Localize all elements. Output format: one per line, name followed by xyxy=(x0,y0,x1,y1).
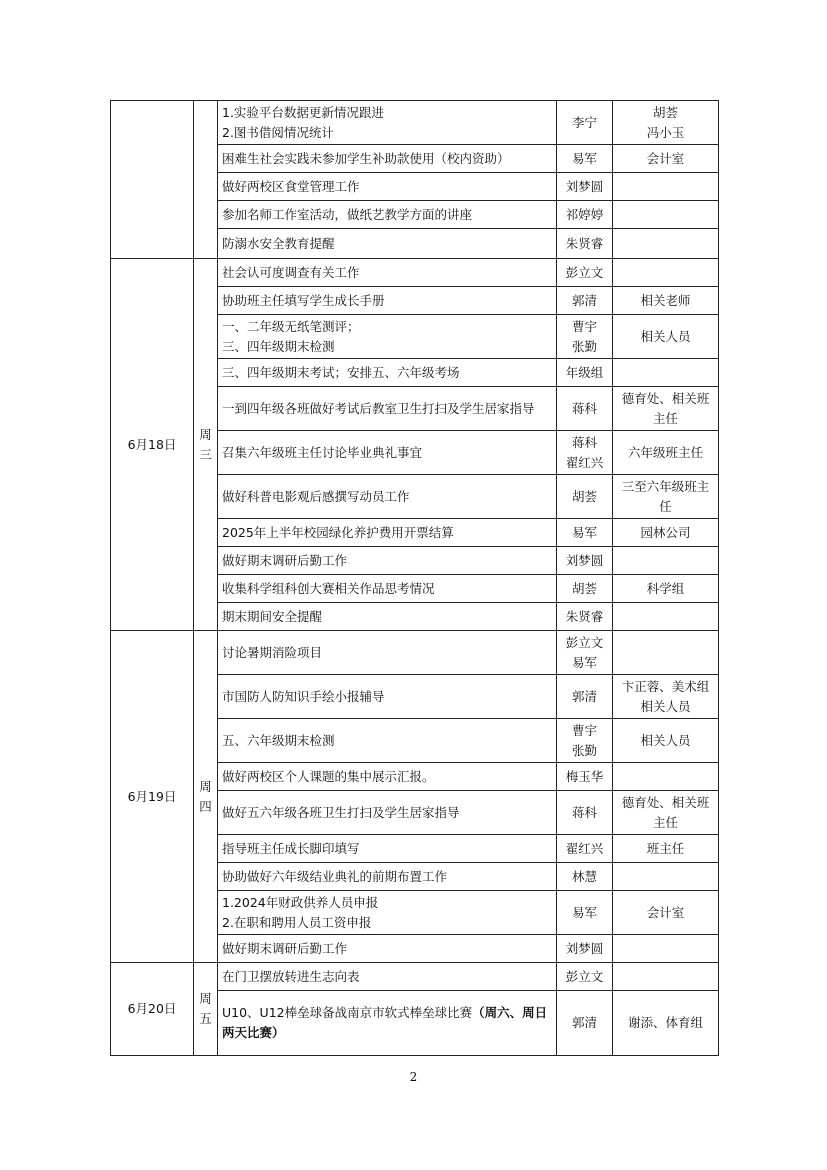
person-cell xyxy=(557,201,613,229)
collaborator-cell xyxy=(613,359,719,387)
collaborator-cell xyxy=(613,519,719,547)
event-line: 在门卫摆放转进生志向表 xyxy=(222,968,360,984)
person-cell xyxy=(557,891,613,935)
event-line: 防溺水安全教育提醒 xyxy=(222,235,335,251)
person-cell xyxy=(557,991,613,1056)
event-line: 参加名师工作室活动，做纸艺教学方面的讲座 xyxy=(222,206,473,222)
event-line: 指导班主任成长脚印填写 xyxy=(222,840,360,856)
event-emphasis: （周六、周日两天比赛） xyxy=(222,1005,548,1040)
event-line: 市国防人防知识手绘小报辅导 xyxy=(222,688,385,704)
person-line: 易军 xyxy=(571,524,597,540)
event-line: 困难生社会实践未参加学生补助款使用（校内资助） xyxy=(222,150,510,166)
collaborator-line: 会计室 xyxy=(646,150,685,166)
event-cell xyxy=(218,387,557,431)
person-cell xyxy=(557,675,613,719)
person-line: 易军 xyxy=(571,150,597,166)
person-line: 李宁 xyxy=(571,114,597,130)
date-cell: 6月18日 xyxy=(111,259,194,631)
collaborator-line: 三至六年级班主 xyxy=(621,478,710,494)
person-line: 曹宇 xyxy=(571,722,597,738)
event-cell xyxy=(218,603,557,631)
weekday-cell xyxy=(194,631,218,963)
event-cell xyxy=(218,315,557,359)
collaborator-cell xyxy=(613,475,719,519)
event-line: 做好两校区个人课题的集中展示汇报。 xyxy=(222,768,435,784)
person-line: 彭立文 xyxy=(565,968,604,984)
person-line: 易军 xyxy=(571,904,597,920)
collaborator-cell xyxy=(613,719,719,763)
collaborator-cell xyxy=(613,935,719,963)
weekday-cell xyxy=(194,259,218,631)
event-cell xyxy=(218,201,557,229)
person-cell xyxy=(557,315,613,359)
collaborator-cell xyxy=(613,431,719,475)
person-line: 梅玉华 xyxy=(565,768,604,784)
person-cell xyxy=(557,359,613,387)
collaborator-line: 主任 xyxy=(652,814,678,830)
person-cell xyxy=(557,863,613,891)
collaborator-line: 园林公司 xyxy=(640,524,691,540)
person-cell xyxy=(557,935,613,963)
event-line: 期末期间安全提醒 xyxy=(222,608,323,624)
collaborator-line: 德育处、相关班 xyxy=(621,390,710,406)
person-line: 年级组 xyxy=(565,364,604,380)
collaborator-cell xyxy=(613,287,719,315)
collaborator-line: 班主任 xyxy=(646,840,685,856)
collaborator-cell xyxy=(613,891,719,935)
event-text: U10、U12棒垒球备战南京市软式棒垒球比赛 xyxy=(222,1005,473,1020)
weekday-label: 周三 xyxy=(199,426,212,462)
person-line: 祁婷婷 xyxy=(565,206,604,222)
person-line: 胡荟 xyxy=(571,488,597,504)
person-line: 曹宇 xyxy=(571,318,597,334)
collaborator-cell xyxy=(613,145,719,173)
table-row xyxy=(111,259,719,287)
event-line: 收集科学组科创大赛相关作品思考情况 xyxy=(222,580,435,596)
collaborator-cell xyxy=(613,315,719,359)
collaborator-cell xyxy=(613,387,719,431)
event-cell xyxy=(218,475,557,519)
page-number: 2 xyxy=(409,1070,418,1084)
event-line: 一到四年级各班做好考试后教室卫生打扫及学生居家指导 xyxy=(222,400,535,416)
person-cell xyxy=(557,475,613,519)
person-line: 翟红兴 xyxy=(565,454,604,470)
person-cell xyxy=(557,603,613,631)
event-cell xyxy=(218,173,557,201)
date-cell: 6月19日 xyxy=(111,631,194,963)
person-line: 朱贤睿 xyxy=(565,235,604,251)
person-cell xyxy=(557,763,613,791)
table-row xyxy=(111,963,719,991)
collaborator-cell xyxy=(613,791,719,835)
person-cell xyxy=(557,519,613,547)
event-cell xyxy=(218,575,557,603)
event-line: 三、四年级期末检测 xyxy=(222,338,335,354)
event-line: 1.实验平台数据更新情况跟进 xyxy=(222,104,384,120)
event-cell xyxy=(218,863,557,891)
collaborator-cell xyxy=(613,991,719,1056)
event-cell xyxy=(218,229,557,259)
event-line: 一、二年级无纸笔测评； xyxy=(222,318,360,334)
collaborator-cell xyxy=(613,603,719,631)
event-cell xyxy=(218,963,557,991)
person-line: 张勤 xyxy=(571,742,597,758)
event-cell xyxy=(218,763,557,791)
event-line: 协助做好六年级结业典礼的前期布置工作 xyxy=(222,868,448,884)
event-line: 2.在职和聘用人员工资申报 xyxy=(222,914,372,930)
collaborator-line: 卞正蓉、美术组 xyxy=(621,678,710,694)
event-cell xyxy=(218,891,557,935)
weekday-cell xyxy=(194,963,218,1056)
event-cell xyxy=(218,935,557,963)
event-line: 做好期末调研后勤工作 xyxy=(222,552,348,568)
collaborator-cell xyxy=(613,575,719,603)
collaborator-cell xyxy=(613,675,719,719)
collaborator-line: 德育处、相关班 xyxy=(621,794,710,810)
event-cell xyxy=(218,719,557,763)
person-line: 刘梦圆 xyxy=(565,552,604,568)
event-line: 2.图书借阅情况统计 xyxy=(222,124,334,140)
person-line: 彭立文 xyxy=(565,264,604,280)
event-line: 做好五六年级各班卫生打扫及学生居家指导 xyxy=(222,804,460,820)
person-line: 朱贤睿 xyxy=(565,608,604,624)
person-line: 林慧 xyxy=(571,868,597,884)
event-line: 协助班主任填写学生成长手册 xyxy=(222,292,385,308)
event-line: 三、四年级期末考试；安排五、六年级考场 xyxy=(222,364,460,380)
event-line: 做好期末调研后勤工作 xyxy=(222,940,348,956)
collaborator-cell xyxy=(613,547,719,575)
collaborator-line: 相关老师 xyxy=(640,292,691,308)
event-cell xyxy=(218,631,557,675)
event-line: 2025年上半年校园绿化养护费用开票结算 xyxy=(222,524,454,540)
person-line: 郭清 xyxy=(571,688,597,704)
event-line: 召集六年级班主任讨论毕业典礼事宜 xyxy=(222,444,423,460)
collaborator-line: 冯小玉 xyxy=(646,124,685,140)
person-line: 蒋科 xyxy=(571,434,597,450)
person-cell xyxy=(557,259,613,287)
person-cell xyxy=(557,229,613,259)
collaborator-cell xyxy=(613,229,719,259)
person-line: 易军 xyxy=(571,654,597,670)
person-line: 刘梦圆 xyxy=(565,178,604,194)
person-cell xyxy=(557,631,613,675)
person-cell xyxy=(557,547,613,575)
collaborator-line: 相关人员 xyxy=(640,732,691,748)
collaborator-cell xyxy=(613,963,719,991)
person-line: 刘梦圆 xyxy=(565,940,604,956)
event-cell xyxy=(218,359,557,387)
collaborator-line: 谢添、体育组 xyxy=(627,1015,703,1030)
event-line: 做好两校区食堂管理工作 xyxy=(222,178,360,194)
date-cell xyxy=(111,101,194,259)
collaborator-cell xyxy=(613,201,719,229)
person-cell xyxy=(557,835,613,863)
event-cell xyxy=(218,287,557,315)
person-cell xyxy=(557,963,613,991)
collaborator-line: 相关人员 xyxy=(640,328,691,344)
person-line: 胡荟 xyxy=(571,580,597,596)
collaborator-line: 任 xyxy=(659,498,672,514)
collaborator-line: 六年级班主任 xyxy=(627,444,703,460)
weekday-cell xyxy=(194,101,218,259)
person-cell xyxy=(557,791,613,835)
person-cell xyxy=(557,101,613,145)
collaborator-cell xyxy=(613,863,719,891)
event-line: 社会认可度调查有关工作 xyxy=(222,264,360,280)
event-cell xyxy=(218,991,557,1056)
event-cell xyxy=(218,791,557,835)
event-cell xyxy=(218,145,557,173)
event-cell xyxy=(218,259,557,287)
table-row xyxy=(111,101,719,145)
person-line: 张勤 xyxy=(571,338,597,354)
person-cell xyxy=(557,387,613,431)
schedule-body xyxy=(111,101,719,1056)
person-cell xyxy=(557,719,613,763)
person-line: 郭清 xyxy=(571,1015,597,1030)
person-line: 翟红兴 xyxy=(565,840,604,856)
collaborator-line: 胡荟 xyxy=(652,104,678,120)
date-cell: 6月20日 xyxy=(111,963,194,1056)
person-cell xyxy=(557,287,613,315)
person-cell xyxy=(557,145,613,173)
event-cell xyxy=(218,835,557,863)
person-line: 彭立文 xyxy=(565,634,604,650)
collaborator-cell xyxy=(613,631,719,675)
person-cell xyxy=(557,575,613,603)
event-cell xyxy=(218,547,557,575)
event-cell xyxy=(218,101,557,145)
person-line: 郭清 xyxy=(571,292,597,308)
schedule-table xyxy=(110,100,719,1056)
event-cell xyxy=(218,675,557,719)
person-line: 蒋科 xyxy=(571,804,597,820)
collaborator-cell xyxy=(613,101,719,145)
collaborator-line: 科学组 xyxy=(646,580,685,596)
collaborator-line: 相关人员 xyxy=(640,698,691,714)
collaborator-cell xyxy=(613,763,719,791)
collaborator-cell xyxy=(613,259,719,287)
event-line: 做好科普电影观后感撰写动员工作 xyxy=(222,488,410,504)
event-cell xyxy=(218,519,557,547)
event-line: 1.2024年财政供养人员申报 xyxy=(222,894,379,910)
collaborator-line: 主任 xyxy=(652,410,678,426)
collaborator-line: 会计室 xyxy=(646,904,685,920)
person-cell xyxy=(557,173,613,201)
event-line: 讨论暑期消险项目 xyxy=(222,644,323,660)
event-cell xyxy=(218,431,557,475)
weekday-label: 周五 xyxy=(199,991,212,1026)
collaborator-cell xyxy=(613,173,719,201)
table-row xyxy=(111,631,719,675)
person-line: 蒋科 xyxy=(571,400,597,416)
weekday-label: 周四 xyxy=(199,778,212,814)
event-line: 五、六年级期末检测 xyxy=(222,732,335,748)
collaborator-cell xyxy=(613,835,719,863)
person-cell xyxy=(557,431,613,475)
